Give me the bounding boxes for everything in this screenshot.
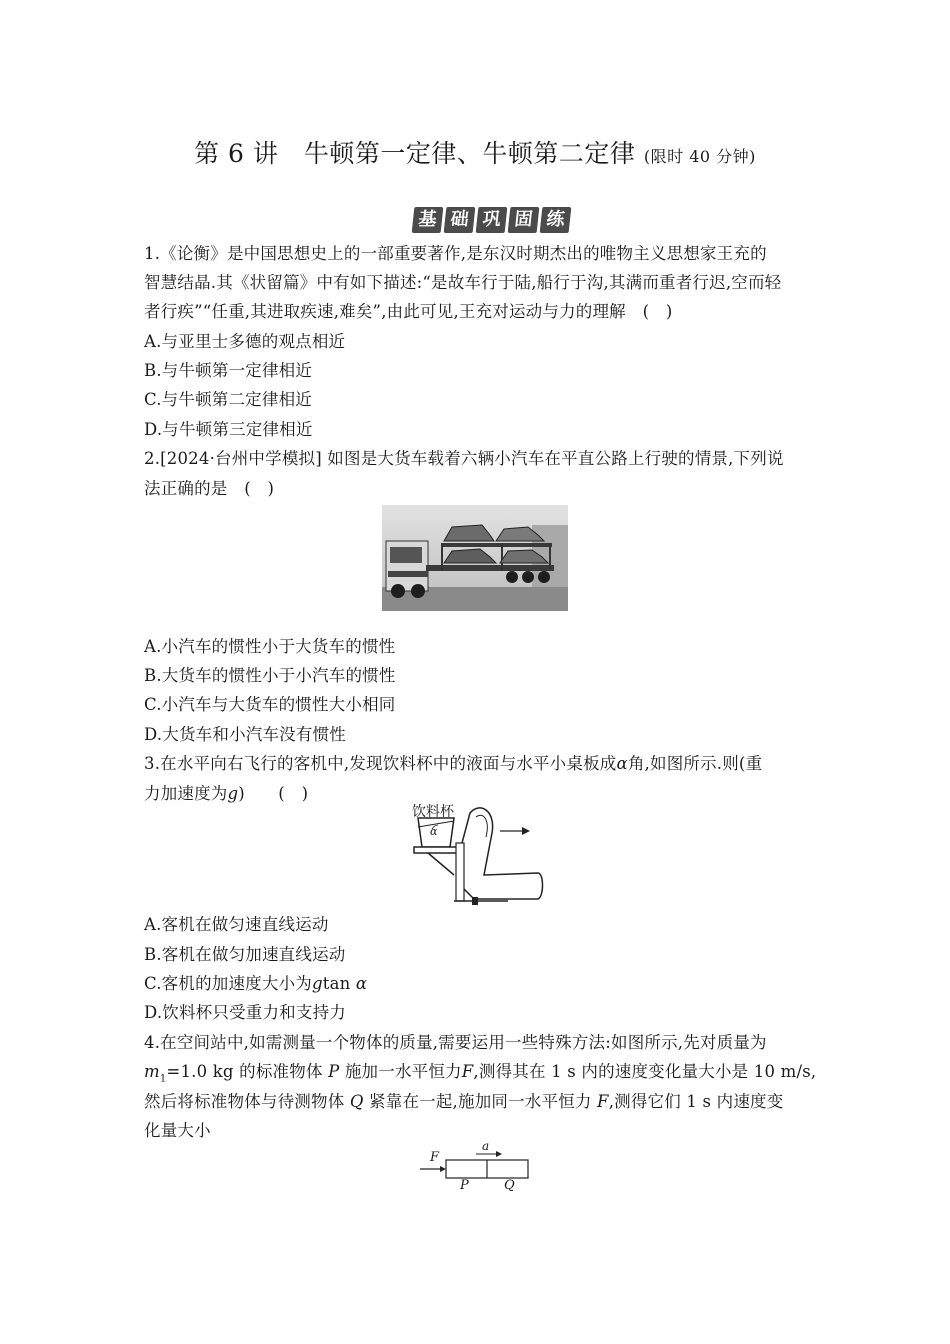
q1-line: 智慧结晶.其《状留篇》中有如下描述:“是故车行于陆,船行于沟,其满而重者行迟,空而轻 bbox=[144, 273, 782, 292]
section-badge bbox=[413, 207, 570, 233]
q3-option-b: B.客机在做匀加速直线运动 bbox=[144, 945, 346, 964]
q1-line: 1.《论衡》是中国思想史上的一部重要著作,是东汉时期杰出的唯物主义思想家王充的 bbox=[144, 244, 767, 263]
g-symbol: g bbox=[227, 784, 239, 803]
title-time-limit: (限时 40 分钟) bbox=[643, 147, 756, 166]
q1-option-d: D.与牛顿第三定律相近 bbox=[144, 420, 313, 439]
q4-line: 4.在空间站中,如需测量一个物体的质量,需要运用一些特殊方法:如图所示,先对质量为 bbox=[144, 1033, 767, 1052]
page-title bbox=[0, 134, 950, 170]
badge-char: 巩 bbox=[476, 207, 508, 233]
q2-option-d: D.大货车和小汽车没有惯性 bbox=[144, 725, 346, 744]
block-q-label: Q bbox=[504, 1178, 515, 1193]
alpha-symbol: α bbox=[616, 754, 628, 773]
q1-option-c: C.与牛顿第二定律相近 bbox=[144, 390, 312, 409]
q3-option-a: A.客机在做匀速直线运动 bbox=[144, 915, 329, 934]
q3-line-1: 3.在水平向右飞行的客机中,发现饮料杯中的液面与水平小桌板成α角,如图所示.则(重 bbox=[144, 754, 763, 773]
badge-char: 础 bbox=[444, 207, 476, 233]
q4-line: $m_1=1.0$ kg 的标准物体 P 施加一水平恒力F,测得其在 1 s 内的速度变化量大小是 10 m/s, bbox=[144, 1062, 817, 1085]
angle-label: α bbox=[430, 825, 438, 838]
block-p-label: P bbox=[460, 1178, 469, 1193]
q1-option-b: B.与牛顿第一定律相近 bbox=[144, 361, 313, 380]
cup-label: 饮料杯 bbox=[412, 804, 454, 820]
force-label: F bbox=[430, 1150, 440, 1165]
badge-char: 基 bbox=[412, 207, 444, 233]
q2-option-b: B.大货车的惯性小于小汽车的惯性 bbox=[144, 666, 396, 685]
q1-line: 者行疾”“任重,其进取疾速,难矣”,由此可见,王充对运动与力的理解 ( ) bbox=[144, 302, 673, 321]
acceleration-label: a bbox=[482, 1139, 490, 1153]
q2-option-a: A.小汽车的惯性小于大货车的惯性 bbox=[144, 637, 396, 656]
q1-option-a: A.与亚里士多德的观点相近 bbox=[144, 332, 346, 351]
q4-line: 然后将标准物体与待测物体 Q 紧靠在一起,施加同一水平恒力 F,测得它们 1 s 内速度变 bbox=[144, 1092, 784, 1111]
title-main: 第 6 讲 牛顿第一定律、牛顿第二定律 bbox=[194, 139, 636, 168]
truck-photo bbox=[382, 505, 568, 611]
badge-char: 练 bbox=[540, 207, 572, 233]
q4-line: 化量大小 bbox=[144, 1121, 211, 1140]
q3-option-c: C.客机的加速度大小为gtan α bbox=[144, 974, 368, 993]
q2-option-c: C.小汽车与大货车的惯性大小相同 bbox=[144, 695, 396, 714]
force-diagram bbox=[418, 1140, 534, 1196]
q3-line-2: 力加速度为g) ( ) bbox=[144, 784, 309, 803]
q2-line: 法正确的是 ( ) bbox=[144, 479, 275, 498]
cup-diagram bbox=[408, 803, 544, 907]
q2-line: 2.[2024·台州中学模拟] 如图是大货车载着六辆小汽车在平直公路上行驶的情景,下列说 bbox=[144, 449, 784, 468]
q3-option-d: D.饮料杯只受重力和支持力 bbox=[144, 1003, 346, 1022]
badge-char: 固 bbox=[508, 207, 540, 233]
